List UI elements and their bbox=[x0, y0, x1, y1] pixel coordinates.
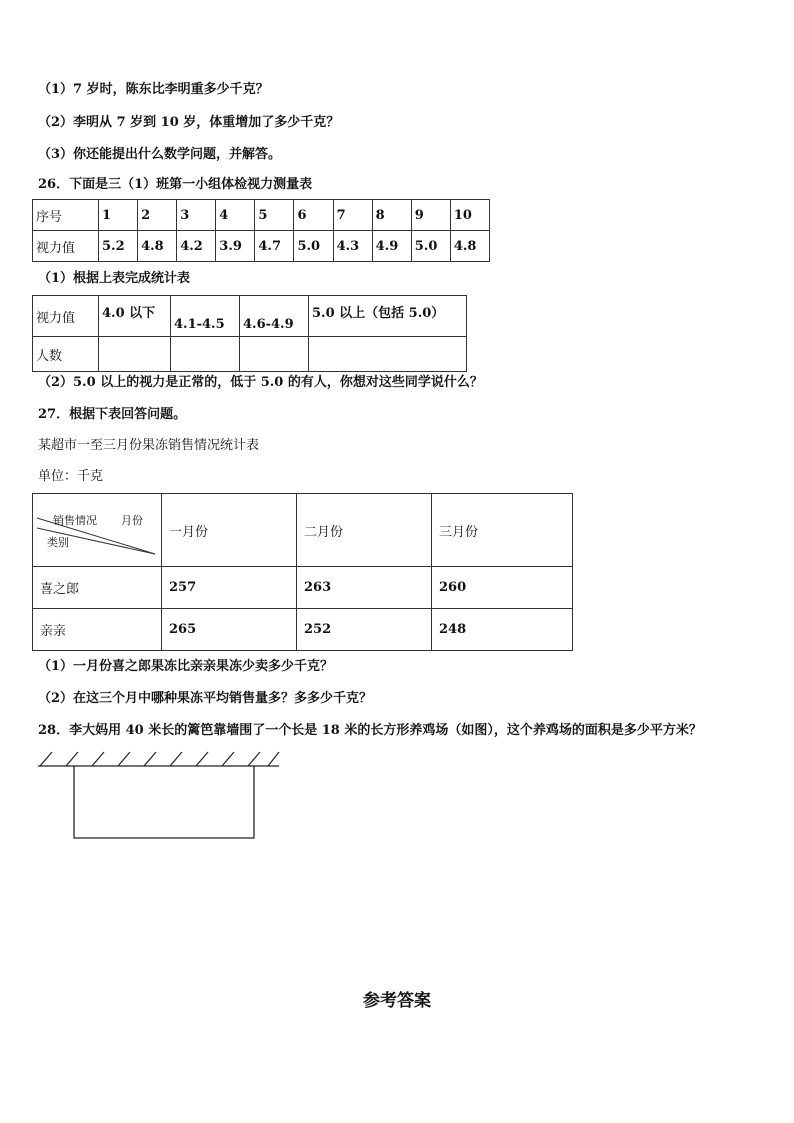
q27-table-title: 某超市一至三月份果冻销售情况统计表 bbox=[38, 438, 260, 453]
table-row bbox=[33, 609, 573, 651]
table-cell: 5 bbox=[255, 200, 294, 231]
table-cell: 5.0 以上（包括 5.0） bbox=[309, 296, 467, 337]
table-cell: 人数 bbox=[33, 337, 99, 372]
table-cell: 4.8 bbox=[138, 231, 177, 262]
table-cell: 4.2 bbox=[177, 231, 216, 262]
table-cell: 4.3 bbox=[333, 231, 372, 262]
table-cell: 5.0 bbox=[294, 231, 333, 262]
diag-label-bottom: 类别 bbox=[47, 536, 69, 549]
q27-title: 27．根据下表回答问题。 bbox=[38, 407, 187, 422]
answer-cell[interactable] bbox=[309, 337, 467, 372]
table-cell: 9 bbox=[411, 200, 450, 231]
q25-sub2: （2）李明从 7 岁到 10 岁，体重增加了多少千克？ bbox=[38, 115, 340, 130]
answer-cell[interactable] bbox=[171, 337, 240, 372]
q26-sub2: （2）5.0 以上的视力是正常的，低于 5.0 的有人，你想对这些同学说什么？ bbox=[38, 375, 483, 390]
table-cell: 亲亲 bbox=[33, 609, 162, 651]
table-cell: 4.6-4.9 bbox=[240, 296, 309, 337]
table-row bbox=[33, 296, 467, 337]
table-cell: 序号 bbox=[33, 200, 99, 231]
table-cell: 4.8 bbox=[450, 231, 489, 262]
diagonal-header-cell bbox=[33, 494, 162, 567]
table-header: 一月份 bbox=[162, 494, 297, 567]
q25-sub3: （3）你还能提出什么数学问题，并解答。 bbox=[38, 147, 282, 162]
table-cell: 视力值 bbox=[33, 231, 99, 262]
table-cell: 8 bbox=[372, 200, 411, 231]
table-cell: 257 bbox=[162, 567, 297, 609]
table-cell: 4.7 bbox=[255, 231, 294, 262]
answer-cell[interactable] bbox=[240, 337, 309, 372]
table-cell: 265 bbox=[162, 609, 297, 651]
vision-stat-table bbox=[32, 295, 467, 372]
table-row bbox=[33, 200, 490, 231]
q27-sub1: （1）一月份喜之郎果冻比亲亲果冻少卖多少千克？ bbox=[38, 659, 334, 674]
q26-title: 26．下面是三（1）班第一小组体检视力测量表 bbox=[38, 177, 313, 192]
table-cell: 4.0 以下 bbox=[99, 296, 171, 337]
wall-hatching bbox=[40, 752, 279, 766]
table-cell: 260 bbox=[432, 567, 573, 609]
diag-label-right: 月份 bbox=[121, 514, 143, 527]
fence-rectangle bbox=[74, 766, 254, 838]
table-row bbox=[33, 567, 573, 609]
table-cell: 4 bbox=[216, 200, 255, 231]
q28-title: 28．李大妈用 40 米长的篱笆靠墙围了一个长是 18 米的长方形养鸡场（如图），这个养鸡场的面积是多少平方米？ bbox=[38, 723, 702, 738]
table-cell: 5.0 bbox=[411, 231, 450, 262]
diagonal-lines bbox=[33, 494, 161, 566]
table-cell: 7 bbox=[333, 200, 372, 231]
table-cell: 视力值 bbox=[33, 296, 99, 337]
q26-sub1: （1）根据上表完成统计表 bbox=[38, 271, 191, 286]
table-row bbox=[33, 231, 490, 262]
table-cell: 2 bbox=[138, 200, 177, 231]
vision-table bbox=[32, 199, 490, 262]
table-cell: 3.9 bbox=[216, 231, 255, 262]
jelly-sales-table bbox=[32, 493, 573, 651]
table-cell: 10 bbox=[450, 200, 489, 231]
table-cell: 3 bbox=[177, 200, 216, 231]
table-cell: 4.9 bbox=[372, 231, 411, 262]
table-header: 二月份 bbox=[297, 494, 432, 567]
table-cell: 248 bbox=[432, 609, 573, 651]
table-cell: 4.1-4.5 bbox=[171, 296, 240, 337]
table-row bbox=[33, 337, 467, 372]
table-cell: 1 bbox=[99, 200, 138, 231]
table-header: 三月份 bbox=[432, 494, 573, 567]
q27-unit: 单位：千克 bbox=[38, 469, 104, 484]
table-cell: 5.2 bbox=[99, 231, 138, 262]
q27-sub2: （2）在这三个月中哪种果冻平均销售量多？多多少千克？ bbox=[38, 691, 373, 706]
chicken-farm-figure bbox=[36, 748, 286, 843]
table-cell: 252 bbox=[297, 609, 432, 651]
answer-title: 参考答案 bbox=[363, 991, 431, 1011]
table-row bbox=[33, 494, 573, 567]
table-cell: 6 bbox=[294, 200, 333, 231]
table-cell: 263 bbox=[297, 567, 432, 609]
answer-cell[interactable] bbox=[99, 337, 171, 372]
q25-sub1: （1）7 岁时，陈东比李明重多少千克？ bbox=[38, 82, 269, 97]
diag-label-top: 销售情况 bbox=[53, 514, 97, 527]
table-cell: 喜之郎 bbox=[33, 567, 162, 609]
